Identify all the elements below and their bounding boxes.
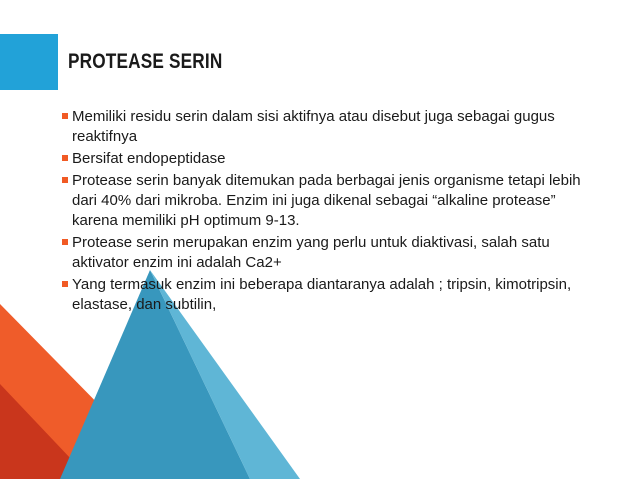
bullet-item <box>62 233 602 273</box>
title-box <box>58 34 638 90</box>
bullet-text: Yang termasuk enzim ini beberapa diantaranya adalah ; tripsin, kimotripsin, elastase, dan subtilin, <box>72 276 572 313</box>
bullet-item <box>62 149 602 169</box>
bullet-item <box>62 275 602 315</box>
square-bullet-icon <box>62 281 68 287</box>
bullet-text: Protease serin banyak ditemukan pada berbagai jenis organisme tetapi lebih dari 40% dari mikroba. Enzim ini juga dikenal sebagai “alkaline protease” karena memiliki pH optimum 9-13. <box>72 172 581 229</box>
bullet-list <box>62 107 602 315</box>
bullet-item <box>62 107 602 147</box>
bullet-item <box>62 171 602 231</box>
title-bar <box>0 34 638 90</box>
bullet-text: Memiliki residu serin dalam sisi aktifnya atau disebut juga sebagai gugus reaktifnya <box>72 108 555 145</box>
square-bullet-icon <box>62 177 68 183</box>
bullet-text: Protease serin merupakan enzim yang perlu untuk diaktivasi, salah satu aktivator enzim ini adalah Ca2+ <box>72 234 550 271</box>
bullet-text: Bersifat endopeptidase <box>72 150 226 167</box>
slide-title: PROTEASE SERIN <box>68 50 223 73</box>
square-bullet-icon <box>62 113 68 119</box>
square-bullet-icon <box>62 155 68 161</box>
square-bullet-icon <box>62 239 68 245</box>
